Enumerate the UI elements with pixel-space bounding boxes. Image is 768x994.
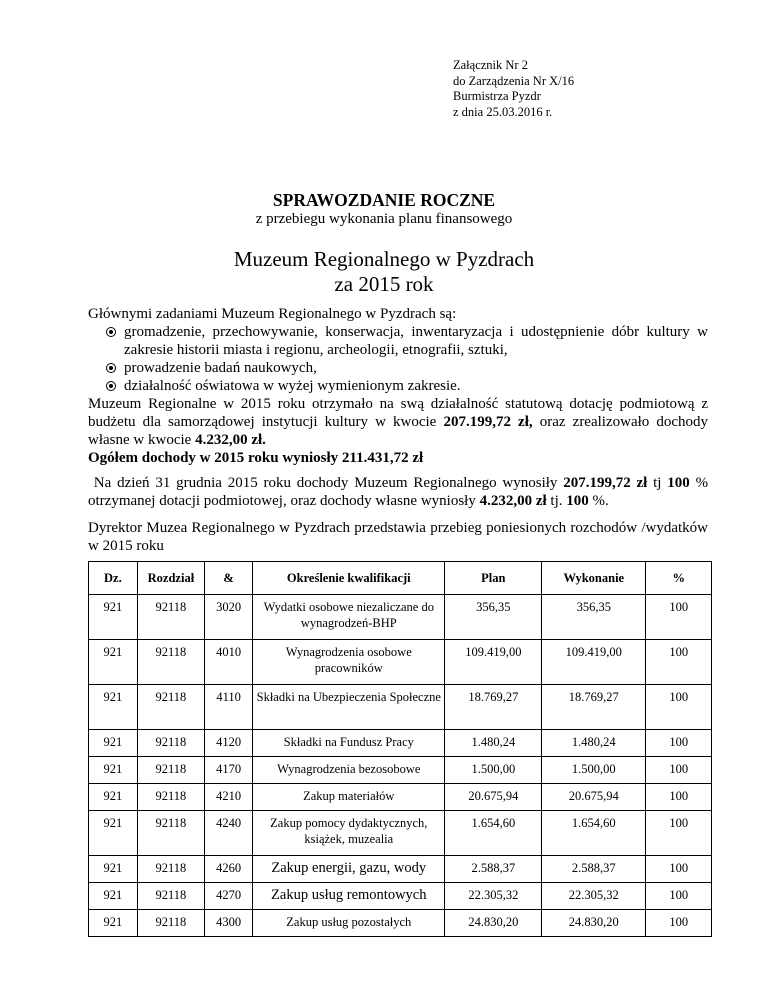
annex-line: do Zarządzenia Nr X/16 <box>453 73 575 88</box>
cell-paragraf: 4120 <box>205 730 253 757</box>
paragraph-text: % otrzymanej dotacji podmiotowej, oraz dochody własne wyniosły <box>88 475 709 509</box>
cell-plan: 356,35 <box>445 595 542 640</box>
percent-value: 100 <box>667 475 690 491</box>
cell-plan: 2.588,37 <box>445 856 542 883</box>
cell-opis: Składki na Ubezpieczenia Społeczne <box>253 685 445 730</box>
task-list <box>88 323 708 395</box>
cell-rozdzial: 92118 <box>137 730 204 757</box>
cell-plan: 1.480,24 <box>445 730 542 757</box>
cell-opis: Wynagrodzenia osobowe pracowników <box>253 640 445 685</box>
cell-dz: 921 <box>89 685 138 730</box>
museum-name: Muzeum Regionalnego w Pyzdrach <box>233 247 535 271</box>
cell-percent: 100 <box>646 595 712 640</box>
cell-plan: 22.305,32 <box>445 883 542 910</box>
column-header: Rozdział <box>137 562 204 595</box>
report-year: za 2015 rok <box>334 272 434 296</box>
cell-rozdzial: 92118 <box>137 595 204 640</box>
table-header-row <box>89 562 712 595</box>
cell-wykonanie: 20.675,94 <box>542 784 646 811</box>
table-row <box>89 757 712 784</box>
percent-value: 100 <box>566 493 589 509</box>
cell-wykonanie: 1.500,00 <box>542 757 646 784</box>
amount: 4.232,00 zł <box>479 493 547 509</box>
cell-rozdzial: 92118 <box>137 640 204 685</box>
list-item <box>106 377 708 395</box>
cell-wykonanie: 24.830,20 <box>542 910 646 937</box>
paragraph-text: Muzeum Regionalne w 2015 roku otrzymało na swą działalność statutową dotację podmiotową z budżetu dla samorządowej instytucji kultury w kwocie <box>88 396 708 430</box>
cell-paragraf: 4240 <box>205 811 253 856</box>
cell-dz: 921 <box>89 640 138 685</box>
cell-paragraf: 4270 <box>205 883 253 910</box>
cell-plan: 24.830,20 <box>445 910 542 937</box>
cell-dz: 921 <box>89 883 138 910</box>
cell-percent: 100 <box>646 811 712 856</box>
expenses-intro: Dyrektor Muzea Regionalnego w Pyzdrach przedstawia przebieg poniesionych rozchodów /wydatków w 2015 roku <box>88 520 708 554</box>
cell-opis: Wydatki osobowe niezaliczane do wynagrodzeń-BHP <box>253 595 445 640</box>
annex-line: z dnia 25.03.2016 r. <box>453 104 553 119</box>
cell-dz: 921 <box>89 730 138 757</box>
expenses-table <box>88 561 712 937</box>
table-row <box>89 856 712 883</box>
cell-paragraf: 4300 <box>205 910 253 937</box>
list-item <box>106 359 708 377</box>
cell-wykonanie: 1.480,24 <box>542 730 646 757</box>
table-row <box>89 730 712 757</box>
cell-opis: Zakup materiałów <box>253 784 445 811</box>
cell-opis: Zakup energii, gazu, wody <box>253 856 445 883</box>
table-row <box>89 910 712 937</box>
column-header: Dz. <box>89 562 138 595</box>
list-item <box>106 323 708 359</box>
table-row <box>89 640 712 685</box>
cell-rozdzial: 92118 <box>137 856 204 883</box>
cell-wykonanie: 2.588,37 <box>542 856 646 883</box>
table-row <box>89 595 712 640</box>
column-header: & <box>205 562 253 595</box>
cell-rozdzial: 92118 <box>137 910 204 937</box>
intro-section <box>88 305 708 467</box>
cell-paragraf: 4010 <box>205 640 253 685</box>
cell-plan: 1.654,60 <box>445 811 542 856</box>
annex-line: Załącznik Nr 2 <box>453 58 528 72</box>
cell-paragraf: 4210 <box>205 784 253 811</box>
report-subtitle: z przebiegu wykonania planu finansowego <box>255 211 513 227</box>
own-income-amount: 4.232,00 zł. <box>195 432 266 448</box>
annex-line: Burmistrza Pyzdr <box>453 89 541 103</box>
column-header: Wykonanie <box>542 562 646 595</box>
cell-dz: 921 <box>89 784 138 811</box>
cell-rozdzial: 92118 <box>137 811 204 856</box>
cell-dz: 921 <box>89 910 138 937</box>
cell-percent: 100 <box>646 730 712 757</box>
cell-paragraf: 4170 <box>205 757 253 784</box>
column-header: Plan <box>445 562 542 595</box>
subsidy-amount: 207.199,72 zł, <box>443 414 533 430</box>
report-title: SPRAWOZDANIE ROCZNE <box>272 190 496 210</box>
paragraph-text: oraz zrealizowało dochody własne w kwocie <box>88 414 709 448</box>
cell-dz: 921 <box>89 757 138 784</box>
total-income: Ogółem dochody w 2015 roku wyniosły 211.431,72 zł <box>88 450 424 466</box>
cell-paragraf: 4110 <box>205 685 253 730</box>
paragraph-text: tj. <box>550 493 563 509</box>
amount: 207.199,72 zł <box>563 475 648 491</box>
list-item-text: działalność oświatowa w wyżej wymienionym zakresie. <box>124 378 461 394</box>
table-row <box>89 685 712 730</box>
cell-opis: Zakup usług remontowych <box>253 883 445 910</box>
paragraph-text: Na dzień 31 grudnia 2015 roku dochody Muzeum Regionalnego wynosiły <box>93 475 558 491</box>
cell-opis: Zakup pomocy dydaktycznych, książek, muzealia <box>253 811 445 856</box>
cell-plan: 1.500,00 <box>445 757 542 784</box>
column-header: % <box>646 562 712 595</box>
table-row <box>89 811 712 856</box>
cell-rozdzial: 92118 <box>137 757 204 784</box>
cell-paragraf: 4260 <box>205 856 253 883</box>
circle-bullet-icon <box>106 363 116 373</box>
circle-bullet-icon <box>106 381 116 391</box>
cell-rozdzial: 92118 <box>137 685 204 730</box>
cell-wykonanie: 22.305,32 <box>542 883 646 910</box>
cell-wykonanie: 18.769,27 <box>542 685 646 730</box>
cell-percent: 100 <box>646 685 712 730</box>
cell-dz: 921 <box>89 811 138 856</box>
table-row <box>89 883 712 910</box>
list-item-text: prowadzenie badań naukowych, <box>124 360 317 376</box>
cell-wykonanie: 356,35 <box>542 595 646 640</box>
cell-percent: 100 <box>646 640 712 685</box>
paragraph-text: tj <box>653 475 662 491</box>
cell-percent: 100 <box>646 883 712 910</box>
cell-wykonanie: 1.654,60 <box>542 811 646 856</box>
status-paragraph <box>88 474 708 510</box>
circle-bullet-icon <box>106 327 116 337</box>
table-row <box>89 784 712 811</box>
cell-rozdzial: 92118 <box>137 883 204 910</box>
list-item-text: gromadzenie, przechowywanie, konserwacja, inwentaryzacja i udostępnienie dóbr kultury w zakresie historii miasta i regionu, archeologii, etnografii, sztuki, <box>124 324 708 358</box>
museum-heading <box>0 247 768 297</box>
cell-rozdzial: 92118 <box>137 784 204 811</box>
income-paragraph <box>88 395 708 449</box>
cell-plan: 18.769,27 <box>445 685 542 730</box>
cell-dz: 921 <box>89 595 138 640</box>
intro-lead: Głównymi zadaniami Muzeum Regionalnego w Pyzdrach są: <box>88 306 457 322</box>
paragraph-text: %. <box>592 493 609 509</box>
column-header: Określenie kwalifikacji <box>253 562 445 595</box>
cell-wykonanie: 109.419,00 <box>542 640 646 685</box>
annex-header <box>453 58 574 120</box>
cell-percent: 100 <box>646 910 712 937</box>
cell-dz: 921 <box>89 856 138 883</box>
cell-opis: Wynagrodzenia bezosobowe <box>253 757 445 784</box>
cell-paragraf: 3020 <box>205 595 253 640</box>
cell-percent: 100 <box>646 784 712 811</box>
cell-percent: 100 <box>646 757 712 784</box>
cell-percent: 100 <box>646 856 712 883</box>
cell-opis: Składki na Fundusz Pracy <box>253 730 445 757</box>
cell-plan: 109.419,00 <box>445 640 542 685</box>
cell-opis: Zakup usług pozostałych <box>253 910 445 937</box>
cell-plan: 20.675,94 <box>445 784 542 811</box>
